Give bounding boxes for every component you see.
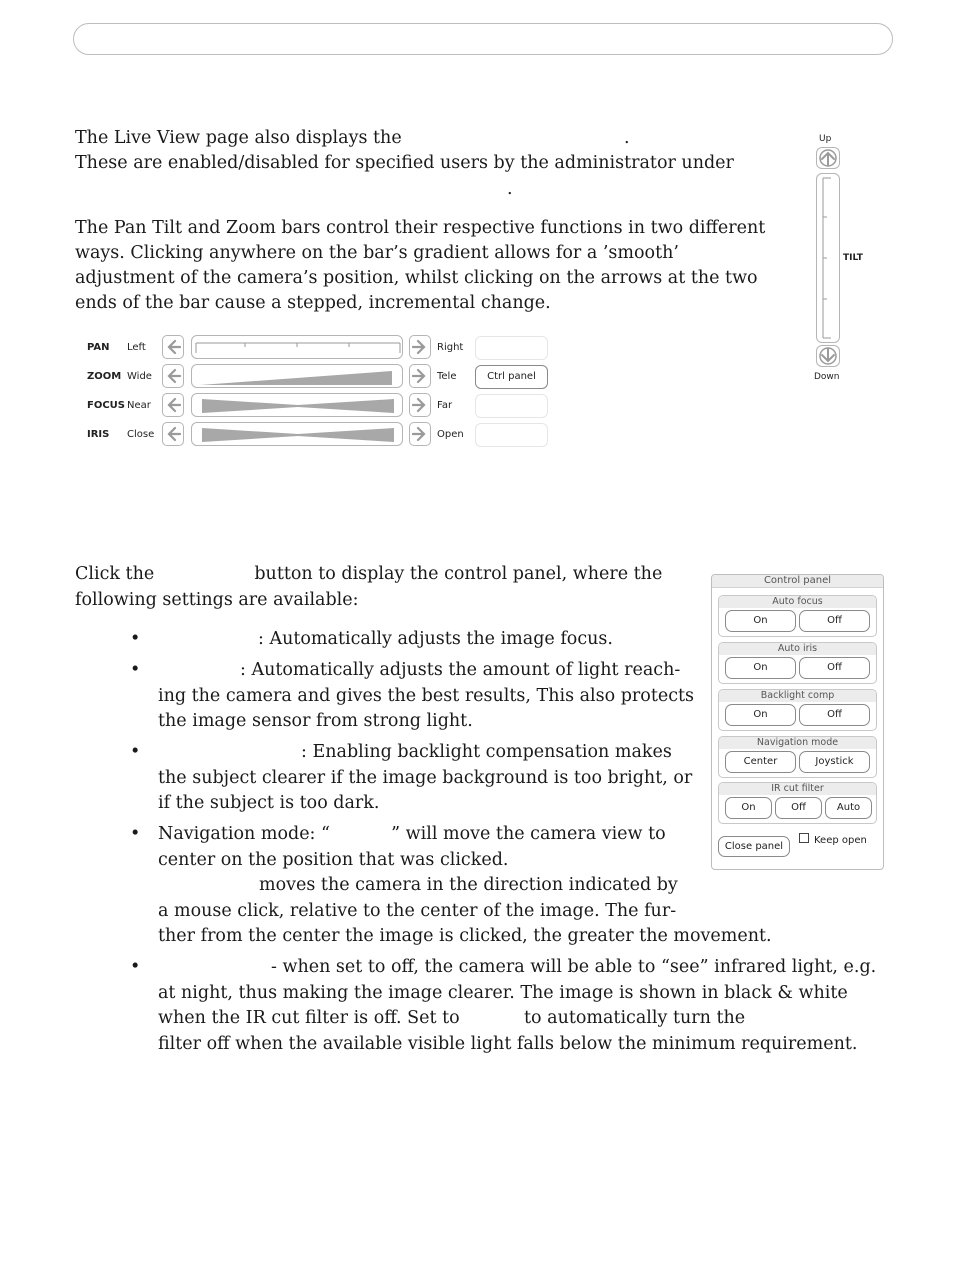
auto-iris-on-button[interactable]: On (725, 657, 796, 679)
iris-open-label: Open (437, 429, 464, 440)
iris-bullet-line-3: the image sensor from strong light. (158, 711, 473, 731)
zoom-tele-button[interactable] (409, 364, 431, 388)
backlight-bullet-line-3: if the subject is too dark. (158, 793, 380, 813)
ptz-text-line-3: adjustment of the camera’s position, whilst clicking on the arrows at the two (75, 268, 758, 288)
auto-focus-off-button[interactable]: Off (799, 610, 870, 632)
arrow-down-icon (817, 346, 839, 366)
zoom-tele-label: Tele (437, 371, 457, 382)
tilt-up-label: Up (819, 134, 832, 144)
bullet-marker: • (130, 629, 141, 649)
control-intro-line-2: following settings are available: (75, 590, 359, 610)
pan-right-label: Right (437, 342, 464, 353)
zoom-label: ZOOM (87, 371, 122, 382)
backlight-bullet-line-1: : Enabling backlight compensation makes (301, 742, 672, 762)
navigation-mode-group (718, 736, 877, 778)
backlight-comp-on-button[interactable]: On (725, 704, 796, 726)
pan-scale-graphic (192, 336, 404, 360)
intro-line-2: These are enabled/disabled for specified users by the administrator under (75, 153, 734, 173)
ircut-bullet-line-2: at night, thus making the image clearer. The image is shown in black & white (158, 983, 848, 1003)
ir-cut-auto-button[interactable]: Auto (825, 797, 872, 819)
tilt-down-label: Down (814, 372, 840, 382)
pan-left-button[interactable] (162, 335, 184, 359)
focus-far-button[interactable] (409, 393, 431, 417)
iris-label: IRIS (87, 429, 110, 440)
arrow-up-icon (817, 148, 839, 168)
iris-close-label: Close (127, 429, 155, 440)
focus-far-label: Far (437, 400, 453, 411)
arrow-right-icon (412, 426, 428, 442)
navigation-bullet-line-1: Navigation mode: “ ” will move the camera view to (158, 824, 666, 844)
zoom-wedge-graphic (192, 365, 404, 389)
arrow-right-icon (412, 339, 428, 355)
pan-left-label: Left (127, 342, 146, 353)
focus-side-button (475, 394, 548, 418)
tilt-up-button[interactable] (816, 147, 840, 169)
ptz-text-line-2: ways. Clicking anywhere on the bar’s gradient allows for a ’smooth’ (75, 243, 679, 263)
focus-bullet-line-1: : Automatically adjusts the image focus. (258, 629, 613, 649)
focus-bowtie-graphic (192, 394, 404, 418)
arrow-left-icon (165, 339, 181, 355)
zoom-bar[interactable] (191, 364, 403, 388)
pan-bar[interactable] (191, 335, 403, 359)
control-panel-title: Control panel (712, 575, 883, 588)
navigation-center-button[interactable]: Center (725, 751, 796, 773)
navigation-mode-title: Navigation mode (719, 737, 876, 749)
backlight-comp-group (718, 689, 877, 731)
tilt-scale-graphic (817, 174, 839, 342)
control-panel (711, 574, 884, 870)
backlight-bullet-line-2: the subject clearer if the image background is too bright, or (158, 768, 693, 788)
focus-bar[interactable] (191, 393, 403, 417)
focus-near-button[interactable] (162, 393, 184, 417)
bullet-marker: • (130, 742, 141, 762)
iris-close-button[interactable] (162, 422, 184, 446)
intro-dot-1: . (624, 128, 630, 148)
zoom-wide-button[interactable] (162, 364, 184, 388)
pan-side-button (475, 336, 548, 360)
ir-cut-off-button[interactable]: Off (775, 797, 822, 819)
ir-cut-on-button[interactable]: On (725, 797, 772, 819)
intro-dot-2: . (507, 179, 513, 199)
navigation-bullet-line-3: moves the camera in the direction indicated by (259, 875, 678, 895)
arrow-left-icon (165, 426, 181, 442)
ir-cut-filter-title: IR cut filter (719, 783, 876, 795)
ircut-bullet-line-4: filter off when the available visible light falls below the minimum requirement. (158, 1034, 858, 1054)
backlight-comp-title: Backlight comp (719, 690, 876, 702)
pan-right-button[interactable] (409, 335, 431, 359)
arrow-right-icon (412, 397, 428, 413)
iris-bowtie-graphic (192, 423, 404, 447)
auto-iris-group (718, 642, 877, 684)
ptz-text-line-4: ends of the bar cause a stepped, incremental change. (75, 293, 551, 313)
ptz-text-line-1: The Pan Tilt and Zoom bars control their respective functions in two different (75, 218, 766, 238)
page-header-bar (73, 23, 893, 55)
ctrl-panel-button[interactable]: Ctrl panel (475, 365, 548, 389)
tilt-label: TILT (843, 253, 863, 263)
navigation-joystick-button[interactable]: Joystick (799, 751, 870, 773)
auto-iris-title: Auto iris (719, 643, 876, 655)
bullet-marker: • (130, 824, 141, 844)
ircut-bullet-line-3b: to automatically turn the (524, 1008, 746, 1028)
intro-line-1: The Live View page also displays the (75, 128, 402, 148)
iris-bullet-line-1: : Automatically adjusts the amount of light reach- (240, 660, 681, 680)
auto-iris-off-button[interactable]: Off (799, 657, 870, 679)
iris-open-button[interactable] (409, 422, 431, 446)
tilt-down-button[interactable] (816, 345, 840, 367)
auto-focus-on-button[interactable]: On (725, 610, 796, 632)
iris-bar[interactable] (191, 422, 403, 446)
focus-near-label: Near (127, 400, 151, 411)
iris-side-button (475, 423, 548, 447)
navigation-bullet-line-2: center on the position that was clicked. (158, 850, 509, 870)
navigation-bullet-line-5: ther from the center the image is clicked, the greater the movement. (158, 926, 772, 946)
arrow-left-icon (165, 368, 181, 384)
bullet-marker: • (130, 660, 141, 680)
arrow-left-icon (165, 397, 181, 413)
ircut-bullet-line-1: - when set to off, the camera will be able to “see” infrared light, e.g. (271, 957, 877, 977)
backlight-comp-off-button[interactable]: Off (799, 704, 870, 726)
focus-label: FOCUS (87, 400, 125, 411)
bullet-marker: • (130, 957, 141, 977)
keep-open-checkbox[interactable] (799, 833, 809, 843)
iris-bullet-line-2: ing the camera and gives the best results, This also protects (158, 686, 695, 706)
close-panel-button[interactable]: Close panel (718, 836, 790, 857)
pan-label: PAN (87, 342, 110, 353)
ir-cut-filter-group (718, 782, 877, 824)
zoom-wide-label: Wide (127, 371, 152, 382)
keep-open-label: Keep open (814, 835, 867, 846)
arrow-right-icon (412, 368, 428, 384)
auto-focus-title: Auto focus (719, 596, 876, 608)
auto-focus-group (718, 595, 877, 637)
ircut-bullet-line-3: when the IR cut filter is off. Set to (158, 1008, 460, 1028)
tilt-bar[interactable] (816, 173, 840, 343)
navigation-bullet-line-4: a mouse click, relative to the center of the image. The fur- (158, 901, 677, 921)
control-intro-line-1: Click the button to display the control panel, where the (75, 564, 663, 584)
